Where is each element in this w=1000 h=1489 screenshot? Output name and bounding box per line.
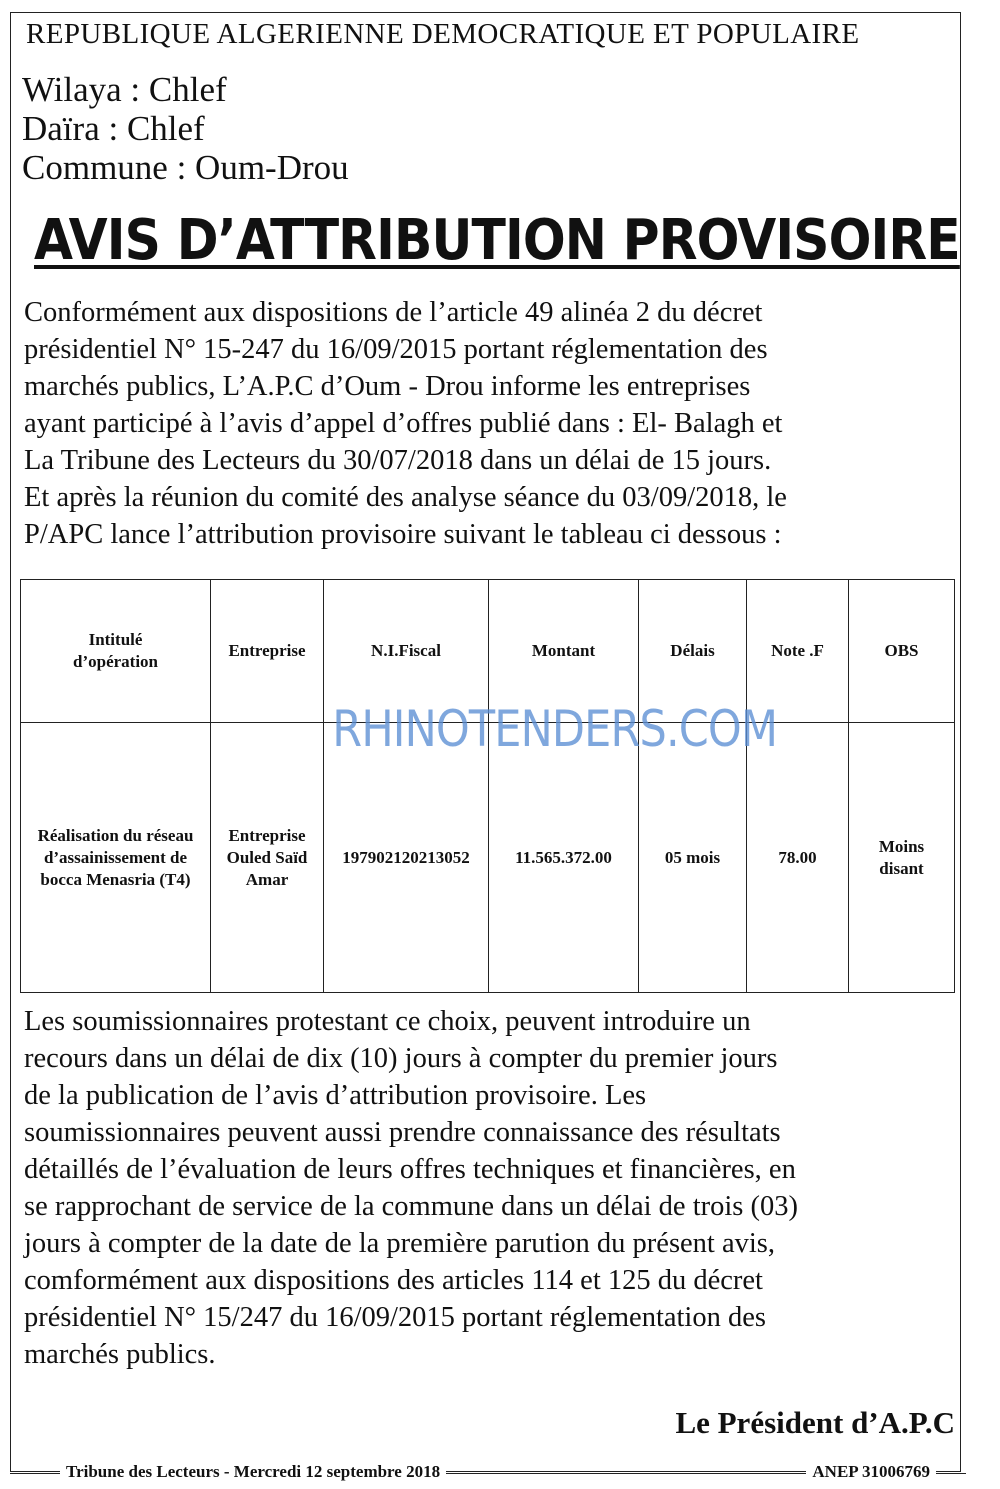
intro-line: P/APC lance l’attribution provisoire suivant le tableau ci dessous : — [24, 519, 782, 550]
closing-line: se rapprochant de service de la commune dans un délai de trois (03) — [24, 1191, 798, 1222]
header-operation: Intitulé d’opération — [21, 580, 211, 723]
intro-paragraph — [24, 294, 954, 553]
cell-nif: 197902120213052 — [324, 723, 489, 993]
republic-header: REPUBLIQUE ALGERIENNE DEMOCRATIQUE ET POPULAIRE — [26, 18, 860, 50]
signature: Le Président d’A.P.C — [675, 1405, 955, 1440]
intro-line: La Tribune des Lecteurs du 30/07/2018 dans un délai de 15 jours. — [24, 445, 772, 476]
closing-line: Les soumissionnaires protestant ce choix, peuvent introduire un — [24, 1006, 751, 1037]
table-row — [21, 723, 955, 993]
intro-line: marchés publics, L’A.P.C d’Oum - Drou informe les entreprises — [24, 371, 751, 402]
header-note: Note .F — [747, 580, 849, 723]
intro-line: Et après la réunion du comité des analyse séance du 03/09/2018, le — [24, 482, 787, 513]
cell-note: 78.00 — [747, 723, 849, 993]
closing-line: comformément aux dispositions des articles 114 et 125 du décret — [24, 1265, 763, 1296]
footer-anep: ANEP 31006769 — [806, 1462, 936, 1482]
cell-entreprise: Entreprise Ouled Saïd Amar — [211, 723, 324, 993]
cell-operation: Réalisation du réseau d’assainissement de bocca Menasria (T4) — [21, 723, 211, 993]
daira-line: Daïra : Chlef — [22, 109, 205, 148]
footer — [10, 1462, 966, 1484]
intro-line: présidentiel N° 15-247 du 16/09/2015 portant réglementation des — [24, 334, 768, 365]
header-delais: Délais — [639, 580, 747, 723]
wilaya-line: Wilaya : Chlef — [22, 70, 227, 109]
header-nif: N.I.Fiscal — [324, 580, 489, 723]
closing-line: recours dans un délai de dix (10) jours à compter du premier jours — [24, 1043, 778, 1074]
header-montant: Montant — [489, 580, 639, 723]
intro-line: ayant participé à l’avis d’appel d’offres publié dans : El- Balagh et — [24, 408, 783, 439]
intro-line: Conformément aux dispositions de l’article 49 alinéa 2 du décret — [24, 297, 763, 328]
closing-paragraph — [24, 1003, 954, 1373]
closing-line: jours à compter de la date de la première parution du présent avis, — [24, 1228, 776, 1259]
closing-line: présidentiel N° 15/247 du 16/09/2015 portant réglementation des — [24, 1302, 766, 1333]
commune-line: Commune : Oum-Drou — [22, 148, 349, 187]
closing-line: soumissionnaires peuvent aussi prendre connaissance des résultats — [24, 1117, 781, 1148]
closing-line: de la publication de l’avis d’attribution provisoire. Les — [24, 1080, 647, 1111]
watermark: RHINOTENDERS.COM — [332, 700, 778, 758]
footer-publication: Tribune des Lecteurs - Mercredi 12 septembre 2018 — [60, 1462, 446, 1482]
attribution-table — [20, 579, 955, 993]
cell-obs: Moins disant — [849, 723, 955, 993]
cell-montant: 11.565.372.00 — [489, 723, 639, 993]
header-obs: OBS — [849, 580, 955, 723]
header-entreprise: Entreprise — [211, 580, 324, 723]
notice-title: AVIS D’ATTRIBUTION PROVISOIRE — [34, 208, 960, 273]
closing-line: détaillés de l’évaluation de leurs offres techniques et financières, en — [24, 1154, 796, 1185]
closing-line: marchés publics. — [24, 1339, 216, 1370]
cell-delais: 05 mois — [639, 723, 747, 993]
